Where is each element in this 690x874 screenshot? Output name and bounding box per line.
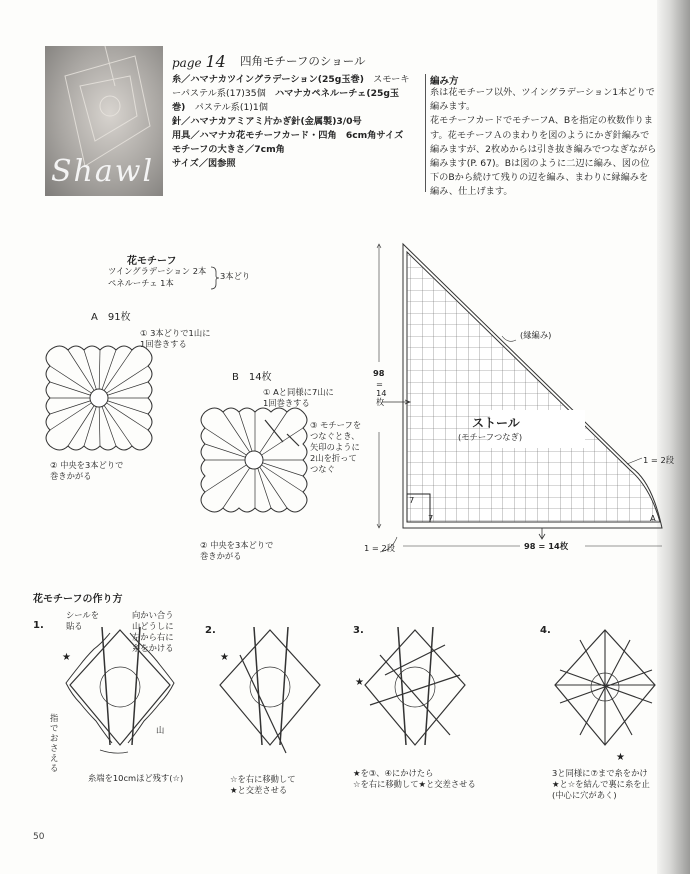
page-title: 四角モチーフのショール <box>240 54 366 68</box>
photo-caption: Shawl <box>51 154 155 189</box>
folio: 50 <box>33 832 45 842</box>
step1-note-c: 山 <box>156 725 165 735</box>
column-divider <box>425 74 426 192</box>
motif-a-note2: ② 中央を3本どりで 巻きかがる <box>50 460 124 481</box>
step1-note-b: 向かい合う 山どうしに 左から右に 糸をかける <box>132 610 174 653</box>
step4-number: 4. <box>540 625 551 636</box>
motif-a-note1: ① 3本どりで1山に 1回巻きする <box>140 328 211 349</box>
shawl-photo <box>45 46 163 196</box>
step1-note-e: 糸端を10cmほど残す(☆) <box>88 773 184 783</box>
svg-text:★: ★ <box>355 677 364 688</box>
motif-yarn-b: ペネルーチェ 1本 <box>108 278 174 288</box>
stole-height: 98 <box>373 368 385 378</box>
tools-line: 用具／ハマナカ花モチーフカード・四角 6cm角サイズ <box>172 130 404 141</box>
motif-b-diagram <box>195 400 315 530</box>
step1-note-d: 指 で お さ え る <box>50 713 59 773</box>
finished-size-line: サイズ／図参照 <box>172 158 236 169</box>
motif-a-diagram <box>40 340 160 455</box>
svg-text:★: ★ <box>220 652 229 663</box>
motif-b-note1: ① Aと同様に7山に 1回巻きする <box>263 387 334 408</box>
stole-title: ストール <box>472 416 520 430</box>
motif-heading: 花モチーフ <box>127 256 177 267</box>
stole-right-mark: 1 = 2段 <box>643 455 675 465</box>
step1-note-a: シールを 貼る <box>66 610 100 631</box>
step3-note: ★を③、④にかけたら ☆を右に移動して★と交差させる <box>353 768 476 789</box>
motif-b-note2: ③ モチーフを つなぐとき、 矢印のように 2山を折って つなぐ <box>310 420 362 474</box>
page-number: 14 <box>205 52 226 71</box>
step1-number: 1. <box>33 620 44 631</box>
stole-diagram <box>370 232 665 562</box>
page-reference: page 14 <box>172 52 226 71</box>
needle-line: 針／ハマナカアミアミ片かぎ針(金属製)3/0号 <box>172 116 362 127</box>
step2-note: ☆を右に移動して ★と交差させる <box>230 774 296 795</box>
stole-edge-label: (縁編み) <box>520 330 552 340</box>
stole-height-sub: = 14 枚 <box>376 379 387 407</box>
materials-list: 糸／ハマナカツイングラデーション(25g玉巻) スモーキーパステル系(17)35個 ハマナカペネルーチェ(25g玉巻) パステル系(1)1個 針／ハマナカアミアミ片かぎ針(金属製)3/0号 用具／ハマナカ花モチーフカード・四角 6cm角サイズ モチーフの大きさ／7cm角 サイズ／図参照 <box>172 74 410 169</box>
step2-number: 2. <box>205 625 216 636</box>
step3-number: 3. <box>353 625 364 636</box>
stole-corner-a: A <box>650 513 656 523</box>
motif-a-title: A 91枚 <box>91 312 131 323</box>
svg-text:★: ★ <box>62 652 71 663</box>
method-heading: 編み方 <box>430 76 459 87</box>
motif-yarn-a: ツイングラデーション 2本 <box>108 266 207 276</box>
stole-corner-2: 7 <box>428 513 434 523</box>
step4-note: 3と同様に⑦まで糸をかけ ★と☆を結んで裏に糸を止 (中心に穴があく) <box>552 768 650 800</box>
method-body: 糸は花モチーフ以外、ツイングラデーション1本どりで 編みます。 花モチーフカードでモチーフA、Bを指定の枚数作りま す。花モチーフＡのまわりを図のようにかぎ針編みで 編みますが、2枚めからは引き抜き編みでつなぎながら 編みます(P. 67)。Bは図のように二辺に編み、図の位 下のBから続けて残りの辺を編み、まわりに縁編みを 編み、仕上げます。 <box>430 87 657 198</box>
motif-b-title: B 14枚 <box>232 372 272 383</box>
svg-text:★: ★ <box>616 752 625 763</box>
stole-width: 98 = 14枚 <box>524 541 569 551</box>
motif-b-note3: ② 中央を3本どりで 巻きかがる <box>200 540 274 561</box>
stole-corner-1: 7 <box>409 495 415 505</box>
brace-icon <box>209 266 221 290</box>
stole-subtitle: (モチーフつなぎ) <box>458 432 523 442</box>
howto-heading: 花モチーフの作り方 <box>33 594 123 605</box>
howto-diagrams <box>40 615 660 775</box>
motif-strands: 3本どり <box>220 271 251 281</box>
stole-left-mark: 1 = 2段 <box>364 543 396 553</box>
size-line: モチーフの大きさ／7cm角 <box>172 144 285 155</box>
